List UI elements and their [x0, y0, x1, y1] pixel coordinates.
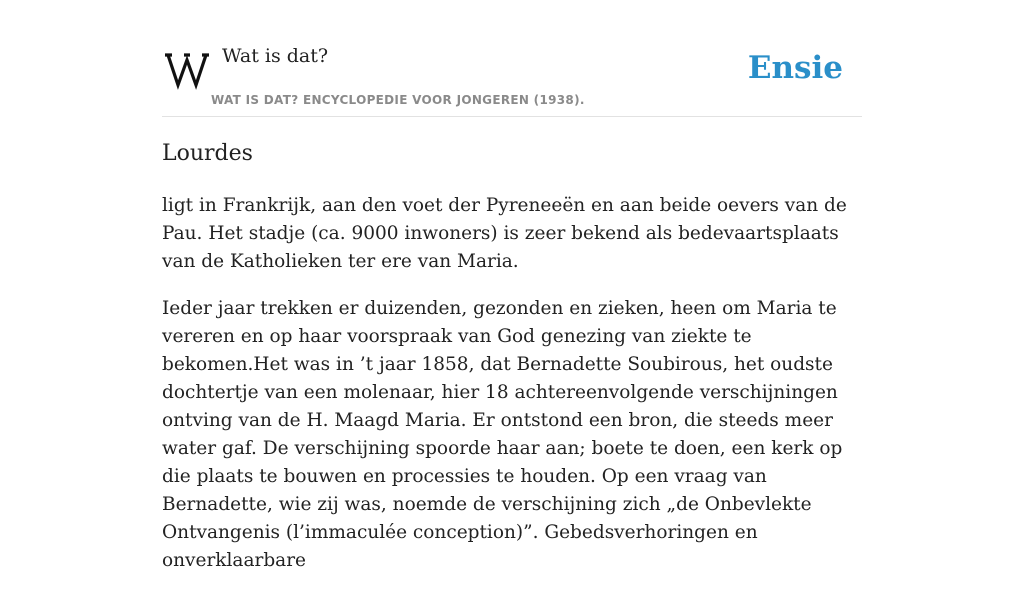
article-body	[162, 192, 867, 594]
article-paragraph: ligt in Frankrijk, aan den voet der Pyreneeën en aan beide oevers van de Pau. Het stadje (ca. 9000 inwoners) is zeer bekend als bedevaartsplaats van de Katholieken ter ere van Maria.	[162, 195, 847, 272]
site-subtitle: WAT IS DAT? ENCYCLOPEDIE VOOR JONGEREN (1938).	[211, 93, 585, 107]
site-title[interactable]: Wat is dat?	[222, 45, 329, 67]
header	[162, 0, 862, 117]
brand-logo-link[interactable]: Ensie	[747, 50, 843, 86]
article-title: Lourdes	[162, 141, 253, 166]
wikipedia-w-icon[interactable]	[164, 50, 210, 90]
article-paragraph: Ieder jaar trekken er duizenden, gezonden en zieken, heen om Maria te vereren en op haar voorspraak van God genezing van ziekte te bekomen.Het was in ’t jaar 1858, dat Bernadette Soubirous, het oudste dochtertje van een molenaar, hier 18 achtereenvolgende verschijningen ontving van de H. Maagd Maria. Er ontstond een bron, die steeds meer water gaf. De verschijning spoorde haar aan; boete te doen, een kerk op die plaats te bouwen en processies te houden. Op een vraag van Bernadette, wie zij was, noemde de verschijning zich „de Onbevlekte Ontvangenis (l’immaculée conception)”. Gebedsverhoringen en onverklaarbare	[162, 298, 843, 571]
content-column	[162, 0, 862, 571]
